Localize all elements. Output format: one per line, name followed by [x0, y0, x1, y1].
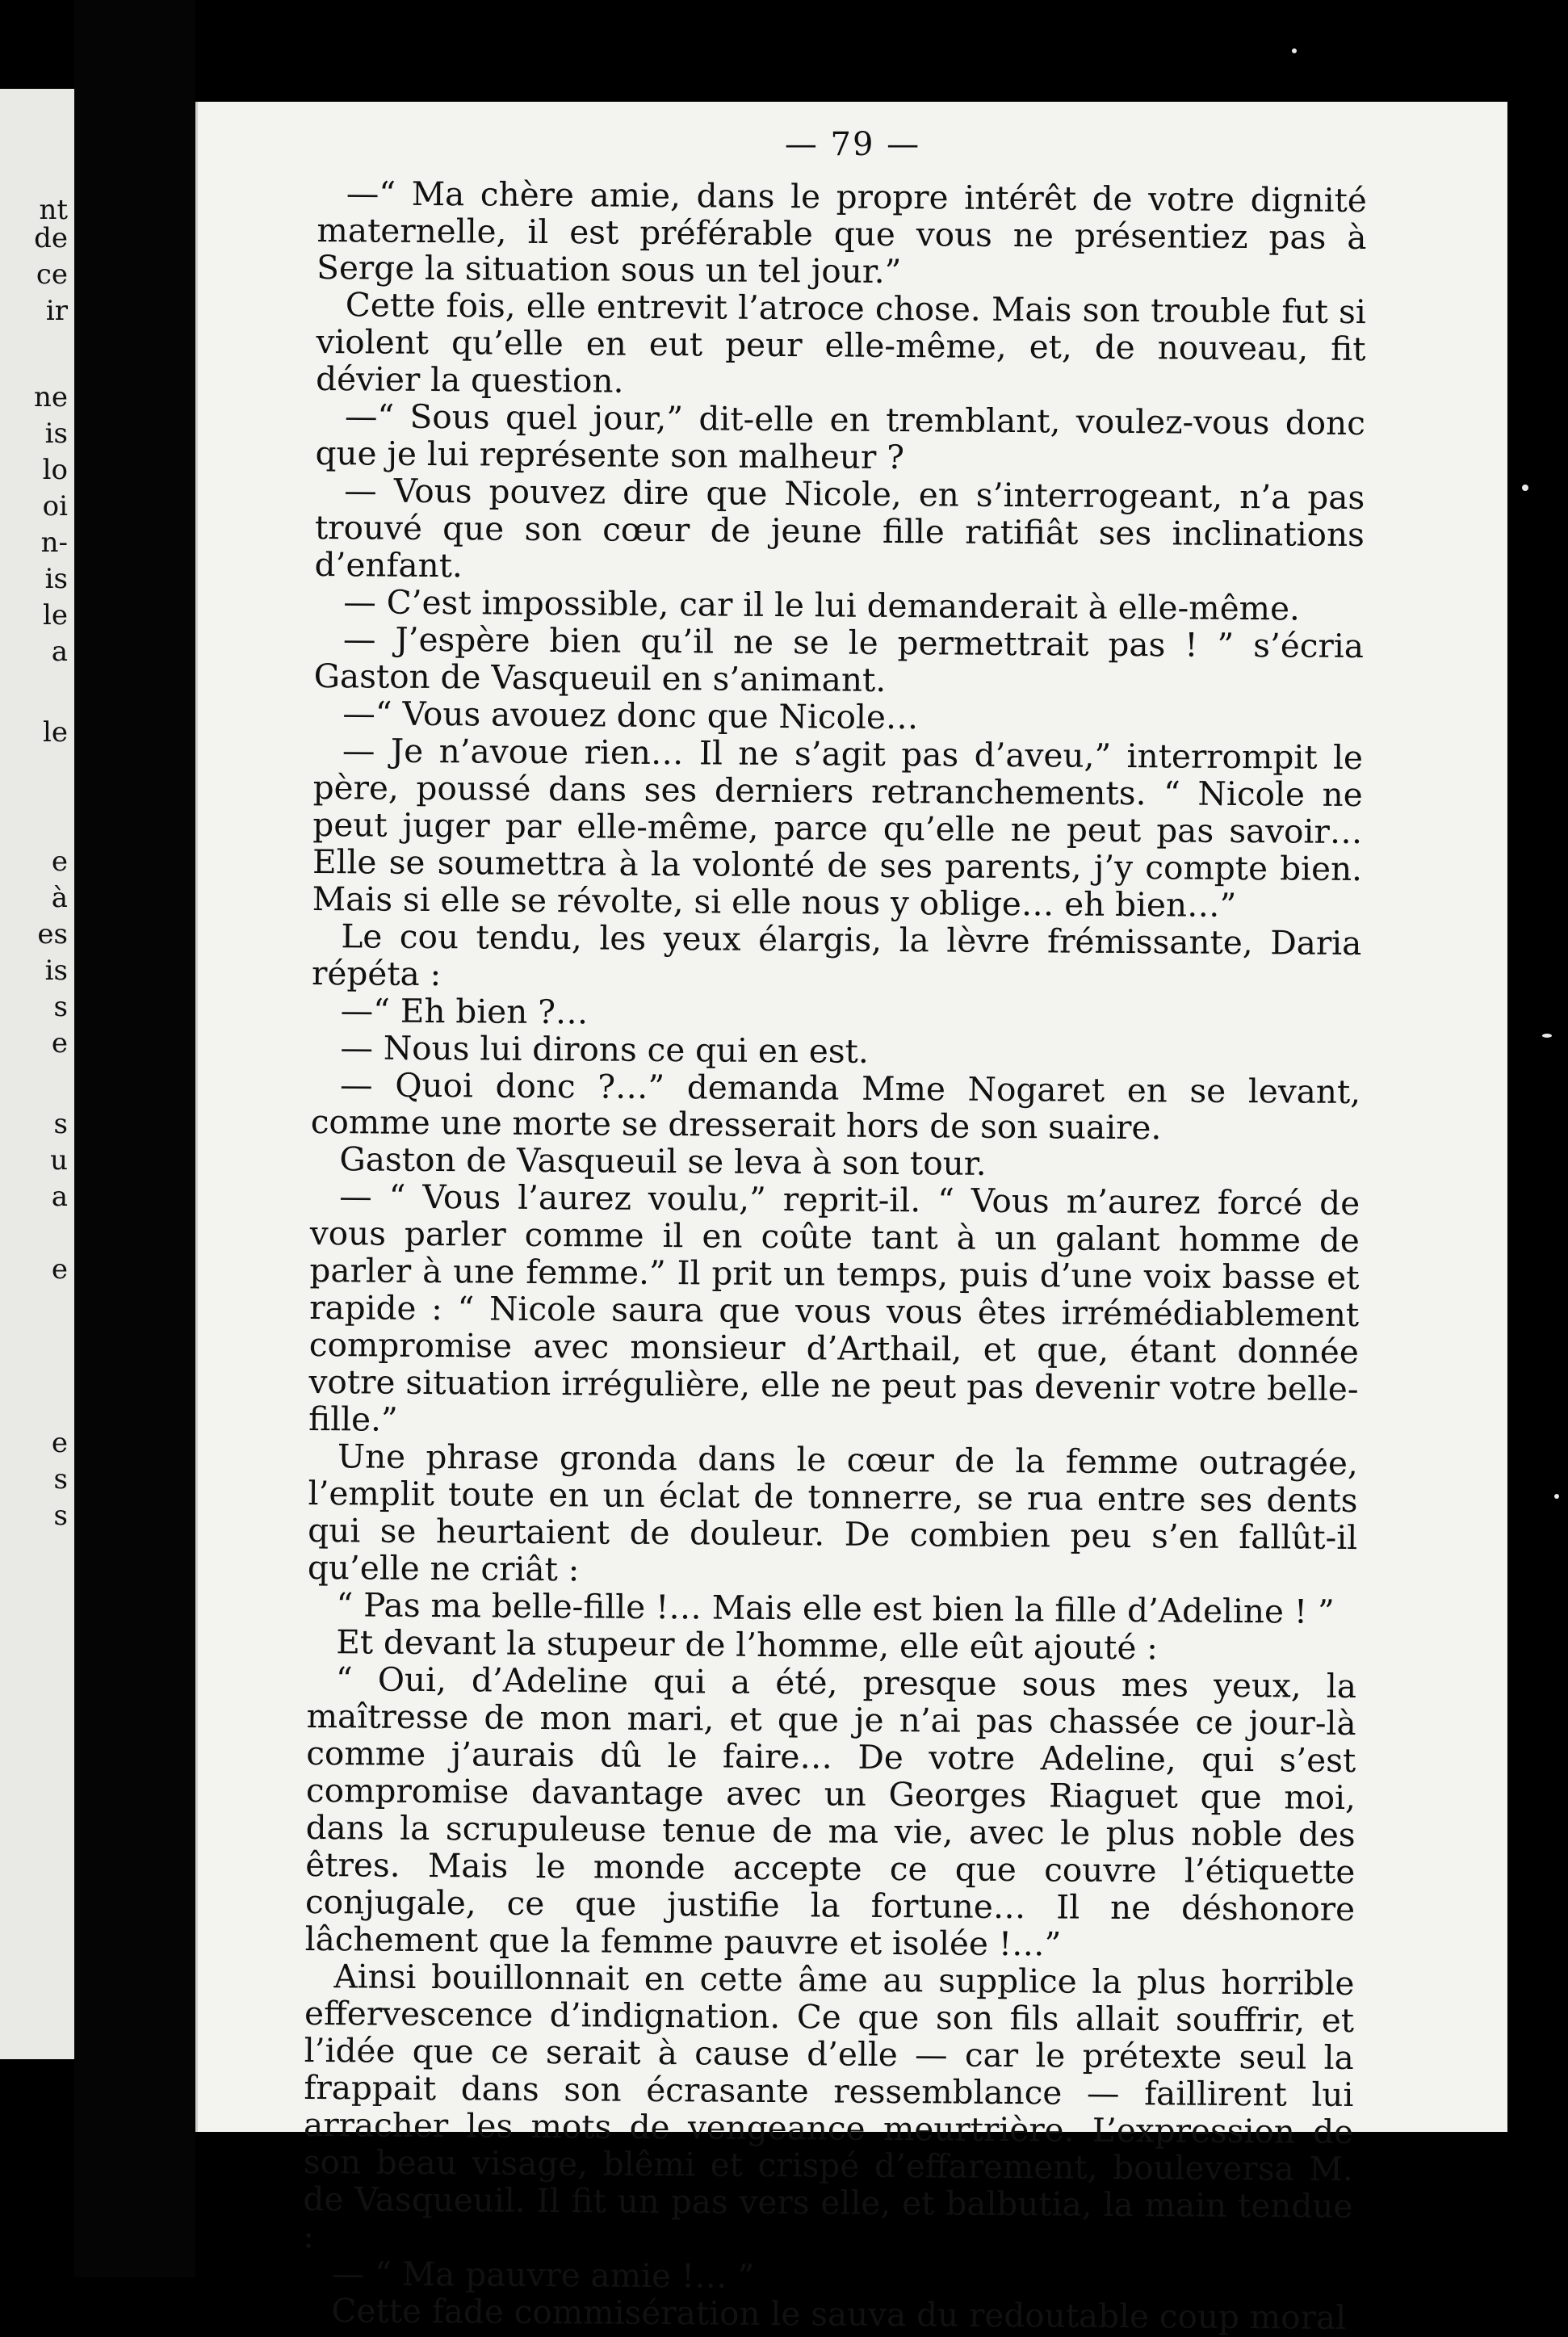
paragraph: Cette fade commisération le sauva du redoutable coup moral — [331, 2291, 1347, 2337]
left-page-fragment: le — [43, 599, 68, 631]
paragraph: — C’est impossible, car il le lui demanderait à elle-même. — [343, 582, 1301, 628]
paragraph: Ainsi bouillonnait en cette âme au supplice la plus horrible effervescence d’indignation. Ce que son fils allait souffrir, et l’idée que ce serait à cause d’elle — car le prétexte seul la frappait dans son écrasante ressemblance — faillirent lui arracher les mots de vengeance meurtrière. L’expression de son beau visage, blêmi et crispé d’effarement, bouleversa M. de Vasqueuil. Il fit un pas vers elle, et balbutia, la main tendue : — [303, 1957, 1355, 2256]
left-page-fragment: oi — [42, 490, 68, 522]
paragraph: — “ Ma pauvre amie !… ” — [331, 2254, 755, 2296]
left-page-fragment: a — [51, 636, 68, 668]
left-page-fragment: is — [44, 563, 68, 595]
left-page-fragment: lo — [42, 454, 68, 486]
paragraph: —“ Ma chère amie, dans le propre intérêt de votre dignité maternelle, il est préférable que vous ne présentiez pas à Serge la situation sous un tel jour.” — [317, 174, 1367, 292]
paragraph: “ Oui, d’Adeline qui a été, presque sous mes yeux, la maîtresse de mon mari, et que je n’ai pas chassée ce jour-là comme j’aurais dû le faire… De votre Adeline, qui s’est compromise davantage avec un Georges Riaguet que moi, dans la scrupuleuse tenue de ma vie, avec le plus noble des êtres. Mais le monde accepte ce que couvre l’étiquette conjugale, ce que justifie la fortune… Il ne déshonore lâchement que la femme pauvre et isolée !…” — [304, 1659, 1357, 1964]
left-page-fragment: is — [44, 955, 68, 987]
left-page-fragment: à — [51, 882, 68, 914]
paragraph: Le cou tendu, les yeux élargis, la lèvre frémissante, Daria répéta : — [311, 917, 1362, 994]
left-page-fragment: u — [50, 1144, 68, 1177]
paragraph: — Je n’avoue rien… Il ne s’agit pas d’aveu,” interrompit le père, poussé dans ses derniers retranchements. “ Nicole ne peut juger par elle-même, parce qu’elle ne peut pas savoir… Elle se soumettra à la volonté de ses parents, j’y compte bien. Mais si elle se révolte, si elle nous y oblige… eh bien…” — [312, 731, 1364, 925]
paragraph: —“ Eh bien ?… — [340, 991, 589, 1032]
scan-speck — [1542, 1034, 1552, 1038]
scan-speck — [1292, 48, 1297, 53]
scan-speck — [1522, 485, 1528, 491]
page-number: — 79 — — [784, 126, 921, 163]
paragraph: “ Pas ma belle-fille !… Mais elle est bien la fille d’Adeline ! ” — [336, 1585, 1335, 1631]
left-page-fragment: e — [51, 1427, 68, 1459]
left-page-fragment: s — [53, 991, 68, 1023]
left-page-fragment: a — [51, 1181, 68, 1213]
left-page-fragment: n- — [40, 527, 68, 559]
left-page-fragment: s — [53, 1108, 68, 1140]
left-page-edge — [0, 89, 74, 2059]
left-page-fragment: e — [51, 1253, 68, 1286]
scan-speck — [1554, 1494, 1559, 1499]
scan-gutter — [74, 0, 195, 2277]
paragraph: — “ Vous l’aurez voulu,” reprit-il. “ Vous m’aurez forcé de vous parler comme il en coûte tant à un galant homme de parler à une femme.” Il prit un temps, puis d’une voix basse et rapide : “ Nicole saura que vous vous êtes irrémédiablement compromise avec monsieur d’Arthail, et que, étant donnée votre situation irrégulière, elle ne peut pas devenir votre belle-fille.” — [308, 1177, 1360, 1439]
left-page-fragment: e — [51, 1027, 68, 1059]
left-page-fragment: e — [51, 845, 68, 878]
paragraph: Gaston de Vasqueuil se leva à son tour. — [339, 1139, 987, 1183]
left-page-fragment: ne — [33, 381, 68, 413]
paragraph: Une phrase gronda dans le cœur de la femme outragée, l’emplit toute en un éclat de tonnerre, se rua entre ses dents qui se heurtaient de douleur. De combien peu s’en fallût-il qu’elle ne criât : — [307, 1437, 1359, 1589]
left-page-fragment: es — [37, 918, 68, 950]
paragraph: —“ Vous avouez donc que Nicole… — [342, 694, 919, 737]
paragraph: — J’espère bien qu’il ne se le permettrait pas ! ” s’écria Gaston de Vasqueuil en s’animant. — [313, 619, 1365, 699]
paragraph: — Nous lui dirons ce qui en est. — [340, 1028, 869, 1071]
paragraph: —“ Sous quel jour,” dit-elle en tremblant, voulez-vous donc que je lui représente son malheur ? — [315, 396, 1366, 477]
paragraph: Et devant la stupeur de l’homme, elle eût ajouté : — [336, 1622, 1159, 1668]
left-page-fragment: ir — [45, 295, 68, 327]
paragraph: — Vous pouvez dire que Nicole, en s’interrogeant, n’a pas trouvé que son cœur de jeune fille ratifiât ses inclinations d’enfant. — [314, 471, 1365, 585]
left-page-fragment: nt — [39, 194, 68, 226]
book-page — [195, 102, 1507, 2337]
page-body-text — [302, 174, 1367, 2336]
paragraph: — Quoi donc ?…” demanda Mme Nogaret en se levant, comme une morte se dresserait hors de son suaire. — [310, 1065, 1361, 1148]
left-page-fragment: s — [53, 1500, 68, 1532]
left-page-fragment: s — [53, 1463, 68, 1496]
left-page-fragment: is — [44, 417, 68, 450]
left-page-fragment: de — [34, 222, 68, 254]
paragraph: Cette fois, elle entrevit l’atroce chose. Mais son trouble fut si violent qu’elle en eut peur elle-même, et, de nouveau, fit dévier la question. — [316, 285, 1367, 401]
left-page-fragment: le — [43, 716, 68, 749]
left-page-fragment: ce — [36, 258, 68, 291]
